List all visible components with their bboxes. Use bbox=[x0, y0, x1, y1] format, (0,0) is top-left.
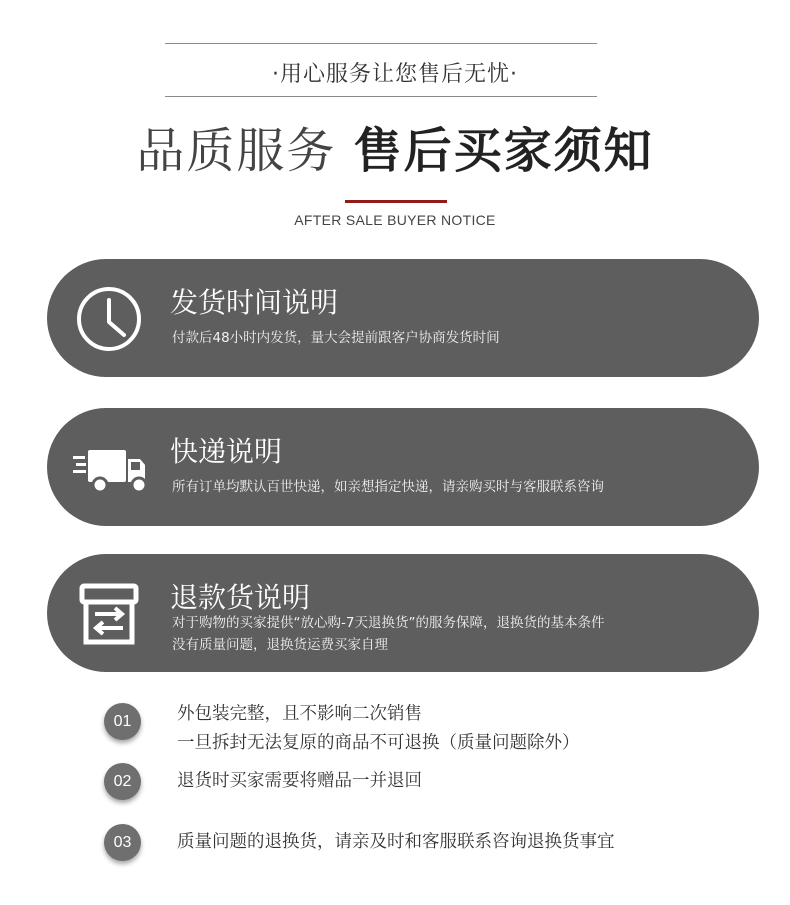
condition-number: 02 bbox=[104, 763, 141, 800]
title-light: 品质服务 bbox=[136, 123, 337, 179]
card-description-line: 付款后48小时内发货，量大会提前跟客户协商发货时间 bbox=[172, 330, 500, 346]
shipping-time-card bbox=[47, 259, 759, 377]
card-description bbox=[172, 476, 604, 498]
title-bold: 售后买家须知 bbox=[353, 123, 654, 179]
card-description-line: 没有质量问题，退换货运费买家自理 bbox=[172, 637, 388, 653]
condition-number: 03 bbox=[104, 824, 141, 861]
bottom-divider bbox=[165, 96, 597, 97]
condition-number: 01 bbox=[104, 703, 141, 740]
card-title: 发货时间说明 bbox=[170, 286, 339, 319]
condition-text bbox=[177, 828, 615, 857]
accent-underline bbox=[345, 200, 447, 203]
return-box-icon bbox=[73, 578, 145, 650]
condition-line: 外包装完整，且不影响二次销售 bbox=[177, 704, 422, 724]
return-card bbox=[47, 554, 759, 672]
courier-card bbox=[47, 408, 759, 526]
slogan: ·用心服务让您售后无忧· bbox=[272, 62, 518, 87]
card-description bbox=[172, 327, 500, 349]
condition-line: 质量问题的退换货，请亲及时和客服联系咨询退换货事宜 bbox=[177, 832, 615, 852]
card-description-line: 所有订单均默认百世快递，如亲想指定快递，请亲购买时与客服联系咨询 bbox=[172, 479, 604, 495]
delivery-truck-icon bbox=[73, 432, 145, 504]
card-description bbox=[172, 612, 604, 656]
card-title: 快递说明 bbox=[170, 435, 283, 468]
condition-text bbox=[177, 700, 580, 758]
page-title bbox=[0, 112, 790, 181]
condition-line: 一旦拆封无法复原的商品不可退换（质量问题除外） bbox=[177, 733, 580, 753]
card-description-line: 对于购物的买家提供“放心购-7天退换货”的服务保障，退换货的基本条件 bbox=[172, 615, 605, 631]
page-subtitle: AFTER SALE BUYER NOTICE bbox=[294, 212, 496, 228]
condition-text bbox=[177, 767, 422, 796]
card-title: 退款货说明 bbox=[170, 581, 311, 614]
clock-icon bbox=[73, 283, 145, 355]
top-divider bbox=[165, 43, 597, 44]
condition-line: 退货时买家需要将赠品一并退回 bbox=[177, 771, 422, 791]
